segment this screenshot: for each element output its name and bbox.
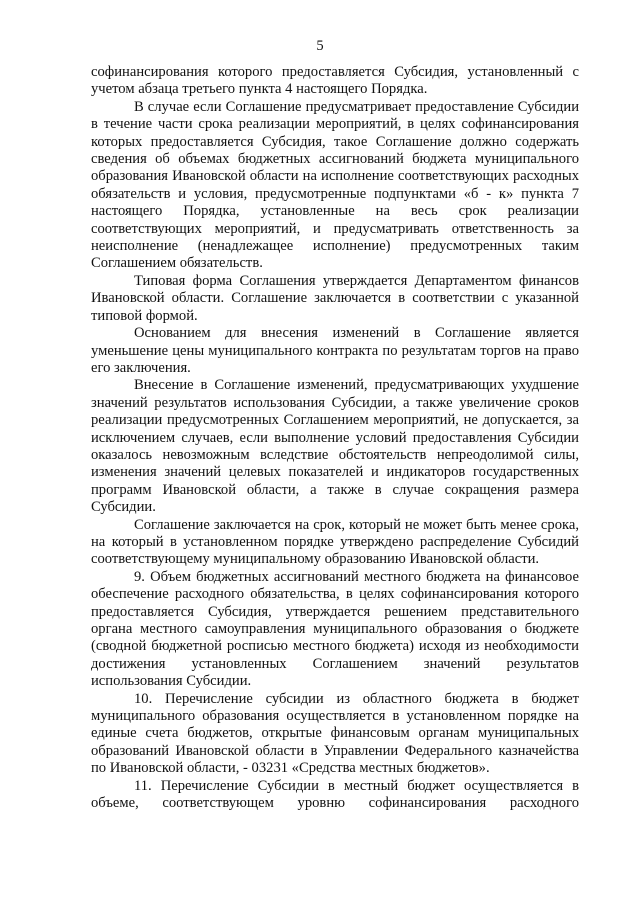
document-body <box>91 64 579 812</box>
paragraph-partial-period-agreement: В случае если Соглашение предусматривает предоставление Субсидии в течение части срока реализации мероприятий, в целях софинансирования которых предоставляется Субсидия, такое Соглашение должно содержать сведения об объемах бюджетных ассигнований бюджета муниципального образования Ивановской области на исполнение соответствующих расходных обязательств и условия, предусмотренные подпунктами «б - к» пункта 7 настоящего Порядка, установленные на весь срок реализации соответствующих мероприятий, и предусматривать ответственность за неисполнение (ненадлежащее исполнение) предусмотренных таким Соглашением обязательств. <box>91 98 579 272</box>
paragraph-item-9: 9. Объем бюджетных ассигнований местного бюджета на финансовое обеспечение расходного обязательства, в целях софинансирования которого предоставляется Субсидия, утверждается решением представительного органа местного самоуправления муниципального образования о бюджете (сводной бюджетной росписью местного бюджета) исходя из необходимости достижения установленных Соглашением значений результатов использования Субсидии. <box>91 568 579 690</box>
page-number: 5 <box>316 38 324 54</box>
paragraph-item-10: 10. Перечисление субсидии из областного бюджета в бюджет муниципального образования осуществляется в установленном порядке на единые счета бюджетов, открытые финансовым органам муниципальных образований Ивановской области в Управлении Федерального казначейства по Ивановской области, - 03231 «Средства местных бюджетов». <box>91 690 579 777</box>
paragraph-changes-restriction: Внесение в Соглашение изменений, предусматривающих ухудшение значений результатов использования Субсидии, а также увеличение сроков реализации предусмотренных Соглашением мероприятий, не допускается, за исключением случаев, если выполнение условий предоставления Субсидии оказалось невозможным вследствие обстоятельств непреодолимой силы, изменения значений целевых показателей и индикаторов государственных программ Ивановской области, а также в случае сокращения размера Субсидии. <box>91 377 579 516</box>
paragraph-grounds-for-changes: Основанием для внесения изменений в Соглашение является уменьшение цены муниципального контракта по результатам торгов на право его заключения. <box>91 325 579 376</box>
paragraph-typical-form: Типовая форма Соглашения утверждается Департаментом финансов Ивановской области. Соглашение заключается в соответствии с указанной типовой формой. <box>91 272 579 324</box>
paragraph-agreement-term: Соглашение заключается на срок, который не может быть менее срока, на который в установленном порядке утверждено распределение Субсидий соответствующему муниципальному образованию Ивановской области. <box>91 516 579 568</box>
paragraph-item-11: 11. Перечисление Субсидии в местный бюджет осуществляется в объеме, соответствующем уровню софинансирования расходного <box>91 777 579 812</box>
paragraph-continuation: софинансирования которого предоставляется Субсидия, установленный с учетом абзаца третьего пункта 4 настоящего Порядка. <box>91 64 579 98</box>
